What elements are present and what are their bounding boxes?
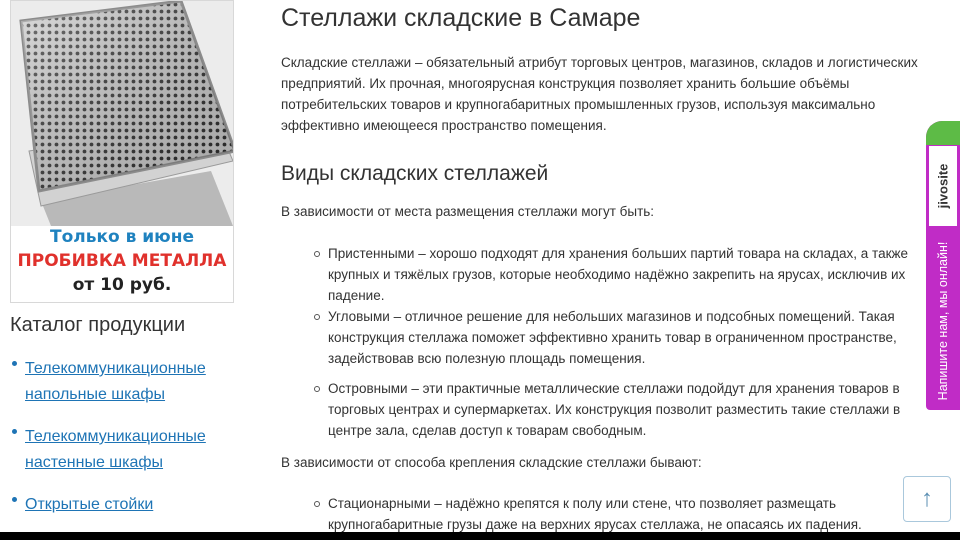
chat-widget-tab[interactable] — [926, 121, 960, 410]
perforated-metal-image — [11, 1, 234, 226]
list-item-text: Островными – эти практичные металлические стеллажи подойдут для хранения товаров в торговых центрах и супермаркетах. Их конструкция позволит разместить такие стеллажи в центре зала, сделав доступ к товарам свободным. — [328, 381, 901, 438]
intro-paragraph: Складские стеллажи – обязательный атрибут торговых центров, магазинов, складов и логистических предприятий. Их прочная, многоярусная конструкция позволяет хранить большие объёмы потребительских товаров и крупногабаритных промышленных грузов, используя максимально эффективно имеющееся пространство помещения. — [281, 55, 918, 133]
bullet-icon — [314, 251, 320, 257]
chat-widget-brand-label: jivosite — [935, 163, 951, 209]
banner-line-3: от 10 руб. — [72, 275, 172, 295]
bullet-icon — [12, 497, 17, 502]
chat-widget-accent — [926, 121, 960, 145]
banner-line-2: ПРОБИВКА МЕТАЛЛА — [17, 251, 227, 271]
bullet-icon — [314, 501, 320, 507]
catalog-list — [10, 356, 240, 534]
catalog-item — [10, 356, 240, 408]
catalog-link-floor-cabinets[interactable]: Телекоммуникационные напольные шкафы — [25, 360, 206, 403]
list-item-text: Стационарными – надёжно крепятся к полу или стене, что позволяет размещать крупногабаритные грузы даже на верхних ярусах стеллажа, не опасаясь их падения. — [328, 496, 862, 532]
list-item — [311, 243, 911, 306]
mount-list — [311, 493, 911, 535]
arrow-up-icon: ↑ — [921, 485, 933, 512]
page-title: Стеллажи складские в Самаре — [281, 4, 641, 32]
list-item-text: Пристенными – хорошо подходят для хранения больших партий товара на складах, а также крупных и тяжёлых грузов, которые необходимо надёжно закрепить на ярусах, исключив их падение. — [328, 246, 909, 303]
catalog-title: Каталог продукции — [10, 314, 186, 336]
banner-line-1: Только в июне — [49, 227, 194, 247]
bullet-icon — [12, 361, 17, 366]
placement-list — [311, 243, 911, 441]
promo-banner[interactable] — [10, 0, 234, 303]
list-item — [311, 378, 911, 441]
list-item — [311, 493, 911, 535]
section-heading: Виды складских стеллажей — [281, 162, 549, 185]
bullet-icon — [314, 314, 320, 320]
mount-intro: В зависимости от способа крепления складские стеллажи бывают: — [281, 455, 702, 470]
chat-widget-brand — [929, 146, 957, 226]
chat-widget-cta: Напишите нам, мы онлайн! — [936, 241, 950, 401]
catalog-link-wall-cabinets[interactable]: Телекоммуникационные настенные шкафы — [25, 428, 206, 471]
catalog-link-open-racks[interactable]: Открытые стойки — [25, 496, 154, 513]
bullet-icon — [314, 386, 320, 392]
list-item — [311, 306, 911, 369]
catalog-item — [10, 424, 240, 476]
catalog-item — [10, 492, 240, 518]
viewport-bottom-edge — [0, 532, 960, 540]
banner-text — [11, 225, 233, 297]
list-item-text: Угловыми – отличное решение для небольших магазинов и подсобных помещений. Такая конструкция стеллажа поможет эффективно хранить товар в ограниченном пространстве, задействовав всю полезную площадь помещения. — [328, 309, 897, 366]
scroll-to-top-button[interactable] — [903, 476, 951, 522]
placement-intro: В зависимости от места размещения стеллажи могут быть: — [281, 204, 655, 219]
bullet-icon — [12, 429, 17, 434]
